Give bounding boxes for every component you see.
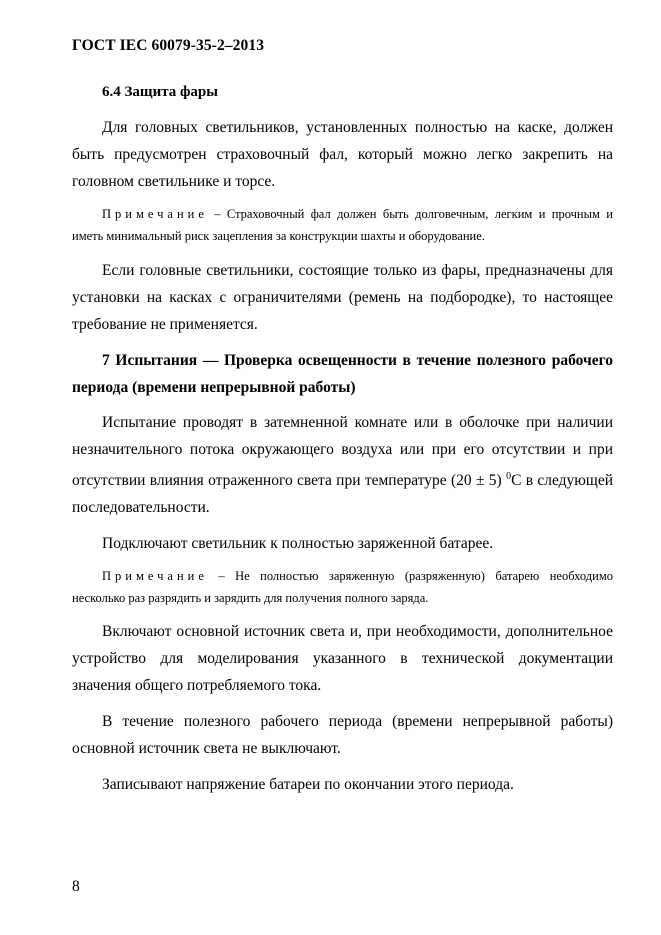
note-1 [72, 203, 613, 247]
paragraph-lanyard: Для головных светильников, установленных полностью на каске, должен быть предусмотрен страховочный фал, который можно легко закрепить на головном светильнике и торсе. [72, 119, 613, 190]
section-6-4-title: 6.4 Защита фары [102, 84, 218, 100]
document-header: ГОСТ IEC 60079-35-2–2013 [72, 37, 265, 54]
paragraph-test-conditions [72, 409, 613, 521]
note-1-label: Примечание [102, 207, 208, 221]
document-body [72, 79, 613, 798]
note-2 [72, 565, 613, 609]
test-conditions-text-b: С в следующей последовательности. [72, 472, 613, 517]
section-7-title: 7 Испытания — Проверка освещенности в течение полезного рабочего периода (времени непрерывной работы) [72, 352, 613, 396]
paragraph-record-voltage: Записывают напряжение батареи по окончании этого периода. [102, 776, 514, 794]
note-2-text: – Не полностью заряженную (разряженную) батарею необходимо несколько раз разрядить и зарядить для получения полного заряда. [72, 569, 613, 606]
degree-superscript: 0 [506, 471, 512, 482]
test-conditions-text-a: Испытание проводят в затемненной комнате или в оболочке при наличии незначительного потока окружающего воздуха или при его отсутствии и при отсутствии влияния отраженного света при температуре (20 ± 5) [72, 414, 613, 490]
paragraph-switch-on: Включают основной источник света и, при необходимости, дополнительное устройство для моделирования указанного в технической документации значения общего потребляемого тока. [72, 623, 613, 695]
note-1-text: – Страховочный фал должен быть долговечным, легким и прочным и иметь минимальный риск зацепления за конструкции шахты и оборудование. [72, 207, 613, 243]
paragraph-helmet-restraint: Если головные светильники, состоящие только из фары, предназначены для установки на касках с ограничителями (ремень на подбородке), то настоящее требование не применяется. [72, 262, 613, 333]
note-2-label: Примечание [102, 569, 208, 584]
page-number: 8 [72, 878, 80, 895]
paragraph-keep-on: В течение полезного рабочего периода (времени непрерывной работы) основной источник света не выключают. [72, 713, 613, 758]
paragraph-connect-battery: Подключают светильник к полностью заряженной батарее. [102, 535, 494, 553]
